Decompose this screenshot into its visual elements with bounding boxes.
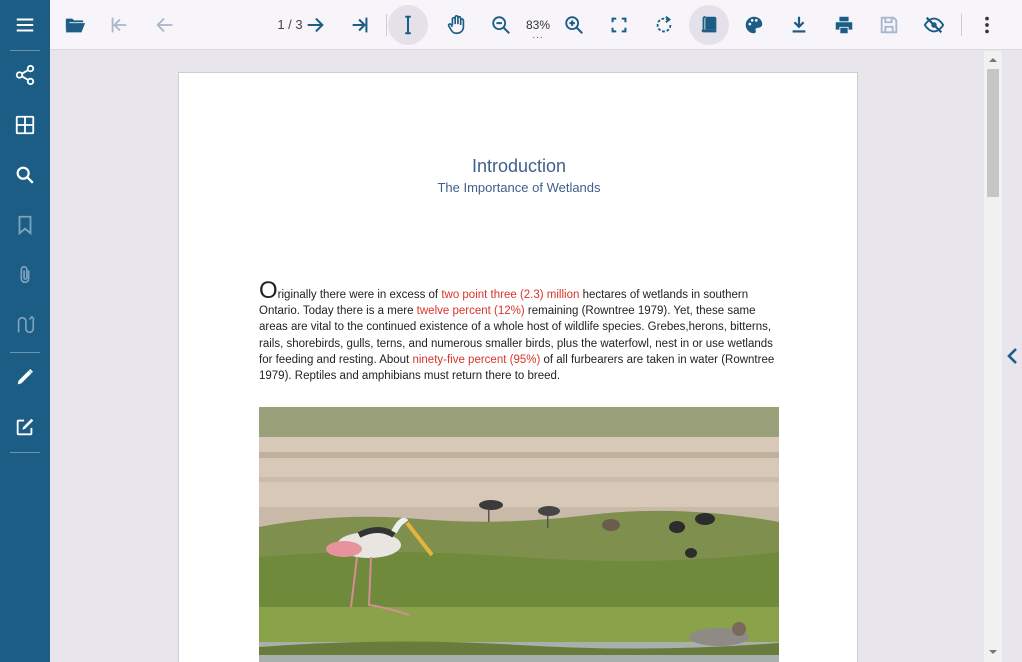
- zoom-options-more[interactable]: ...: [532, 30, 544, 41]
- highlighted-text: twelve percent (12%): [416, 305, 525, 318]
- zoom-in-icon[interactable]: [554, 5, 594, 45]
- drop-cap: O: [259, 277, 278, 304]
- next-page-icon[interactable]: [295, 5, 335, 45]
- highlighted-text: ninety-five percent (95%): [412, 353, 541, 366]
- pan-hand-icon[interactable]: [437, 5, 477, 45]
- document-page[interactable]: [178, 72, 858, 662]
- rotate-icon[interactable]: [644, 5, 684, 45]
- paragraph-text: riginally there were in excess of: [277, 289, 442, 301]
- save-icon[interactable]: [869, 5, 909, 45]
- vertical-scrollbar[interactable]: [984, 51, 1002, 662]
- highlighted-text: two point three (2.3) million: [441, 289, 580, 301]
- page-indicator[interactable]: 1 / 3: [277, 17, 303, 32]
- hide-annotations-icon[interactable]: [914, 5, 954, 45]
- left-sidebar: [0, 0, 50, 662]
- thumbnails-icon[interactable]: [0, 103, 50, 147]
- page-title: Introduction: [471, 156, 567, 176]
- right-panel-toggle-icon[interactable]: [1002, 340, 1022, 372]
- bookmark-icon[interactable]: [0, 203, 50, 247]
- sidebar-divider: [10, 352, 40, 353]
- scroll-thumb[interactable]: [987, 69, 999, 197]
- paragraph-text: of all furbearers are taken in water (Rowntree 1979). Reptiles and amphibians must return there to breed.: [259, 353, 775, 383]
- menu-icon[interactable]: [0, 3, 50, 47]
- intro-paragraph: [259, 277, 779, 384]
- zoom-level[interactable]: 83%: [525, 18, 551, 32]
- fit-page-icon[interactable]: [599, 5, 639, 45]
- first-page-icon[interactable]: [99, 5, 139, 45]
- toolbar-divider: [961, 14, 962, 36]
- last-page-icon[interactable]: [340, 5, 380, 45]
- toolbar-divider: [386, 14, 387, 36]
- sidebar-divider: [10, 452, 40, 453]
- print-icon[interactable]: [824, 5, 864, 45]
- attachment-icon[interactable]: [0, 253, 50, 297]
- more-options-icon[interactable]: [967, 5, 1007, 45]
- reading-mode-icon[interactable]: [689, 5, 729, 45]
- signature-icon[interactable]: [0, 303, 50, 347]
- paragraph-text: hectares of wetlands in southern Ontario. Today there is a mere: [259, 289, 749, 318]
- scroll-down-arrow-icon[interactable]: [984, 645, 1002, 659]
- search-icon[interactable]: [0, 153, 50, 197]
- sidebar-divider: [10, 50, 40, 51]
- annotate-pencil-icon[interactable]: [0, 355, 50, 399]
- page-subtitle: The Importance of Wetlands: [437, 180, 601, 195]
- text-select-icon[interactable]: [388, 5, 428, 45]
- share-icon[interactable]: [0, 53, 50, 97]
- document-viewer[interactable]: [50, 51, 1022, 662]
- open-file-icon[interactable]: [55, 5, 95, 45]
- edit-form-icon[interactable]: [0, 405, 50, 449]
- zoom-out-icon[interactable]: [481, 5, 521, 45]
- previous-page-icon[interactable]: [145, 5, 185, 45]
- scroll-up-arrow-icon[interactable]: [984, 53, 1002, 67]
- theme-palette-icon[interactable]: [734, 5, 774, 45]
- download-icon[interactable]: [779, 5, 819, 45]
- paragraph-text: remaining (Rowntree 1979). Yet, these same areas are vital to the continued existence of a whole host of wildlife species. Grebes,herons, bitterns, rails, shorebirds, gulls, terns, and numerous smaller birds, plus the waterfowl, nest in or use wetlands for feeding and resting. About: [259, 305, 773, 366]
- top-toolbar: [50, 0, 1022, 50]
- wetland-birds-photo: [259, 407, 779, 662]
